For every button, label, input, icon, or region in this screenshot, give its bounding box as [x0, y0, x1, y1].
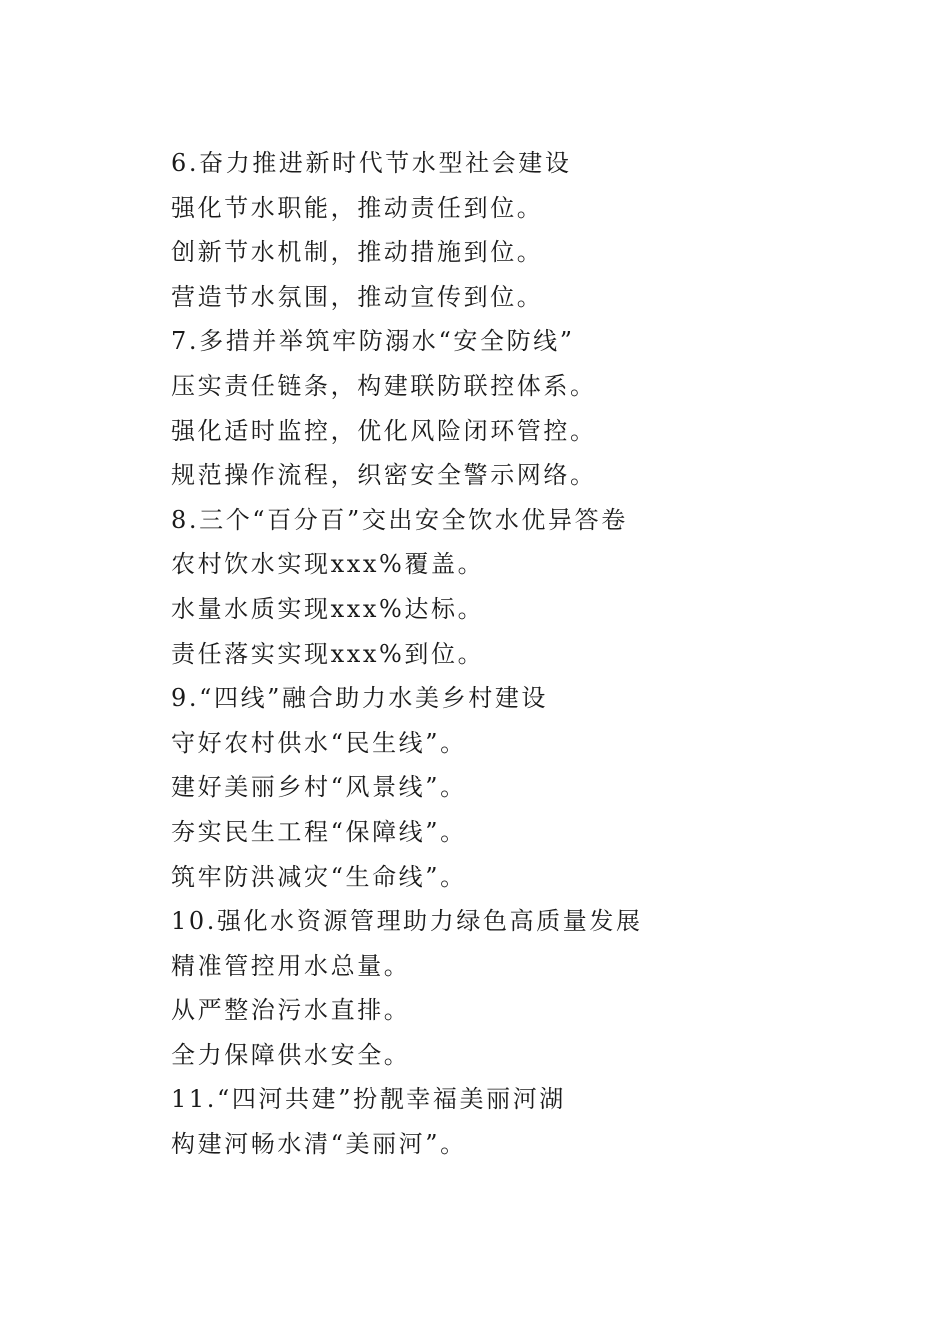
text-line: 压实责任链条，构建联防联控体系。 [171, 371, 597, 400]
heading-11: 11.“四河共建”扮靓幸福美丽河湖 [171, 1085, 566, 1114]
heading-7: 7.多措并举筑牢防溺水“安全防线” [171, 327, 575, 356]
text-line: 水量水质实现xxx%达标。 [171, 594, 485, 623]
heading-10: 10.强化水资源管理助力绿色高质量发展 [171, 907, 643, 936]
heading-6: 6.奋力推进新时代节水型社会建设 [171, 149, 572, 177]
heading-9: 9.“四线”融合助力水美乡村建设 [171, 684, 549, 713]
text-line: 从严整治污水直排。 [171, 996, 411, 1025]
text-line: 精准管控用水总量。 [171, 951, 411, 980]
text-line: 创新节水机制，推动措施到位。 [171, 238, 544, 267]
text-line: 责任落实实现xxx%到位。 [171, 639, 485, 668]
text-line: 建好美丽乡村“风景线”。 [171, 773, 467, 802]
text-line: 农村饮水实现xxx%覆盖。 [171, 550, 485, 579]
text-line: 强化节水职能，推动责任到位。 [171, 193, 544, 222]
text-line: 守好农村供水“民生线”。 [171, 728, 467, 757]
heading-8: 8.三个“百分百”交出安全饮水优异答卷 [171, 505, 628, 534]
text-line: 全力保障供水安全。 [171, 1040, 411, 1069]
text-line: 强化适时监控，优化风险闭环管控。 [171, 416, 597, 445]
text-line: 夯实民生工程“保障线”。 [171, 817, 467, 846]
text-line: 构建河畅水清“美丽河”。 [171, 1130, 467, 1159]
text-line: 筑牢防洪减灾“生命线”。 [171, 862, 467, 891]
document-body [171, 141, 871, 1167]
text-line: 营造节水氛围，推动宣传到位。 [171, 282, 544, 311]
text-line: 规范操作流程，织密安全警示网络。 [171, 461, 597, 490]
